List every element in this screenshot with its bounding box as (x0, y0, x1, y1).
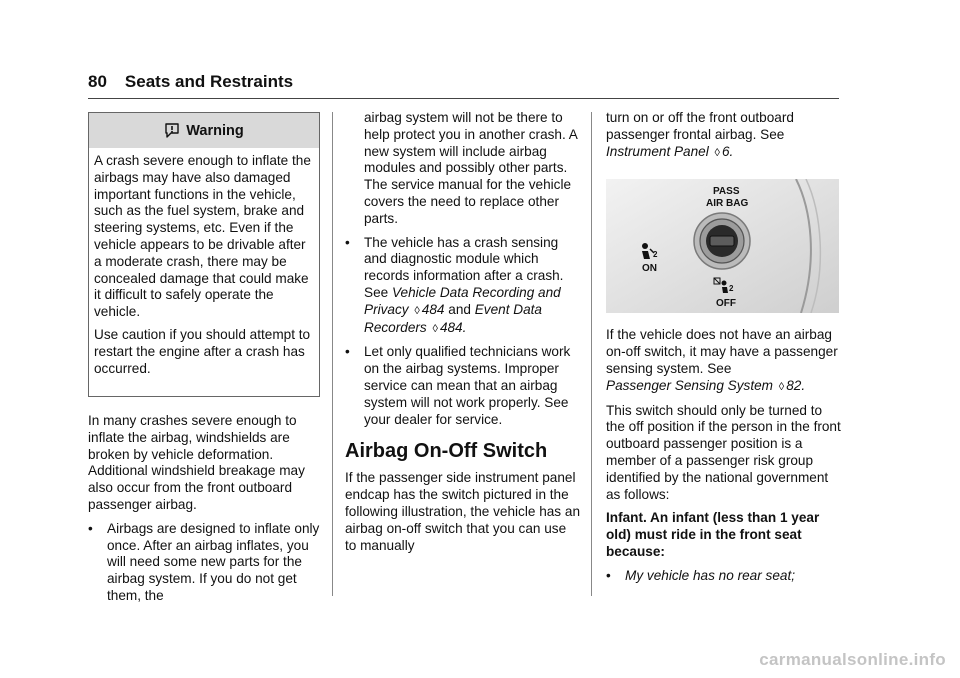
page-ref-82[interactable]: 82 (786, 377, 802, 393)
paragraph-text: turn on or off the front outboard passenger frontal airbag. See (606, 110, 794, 142)
page-number: 80 (88, 72, 107, 91)
airbag-switch-drawing (606, 179, 839, 313)
bullet-crash-sensing: • The vehicle has a crash sensing and diagnostic module which records information after a crash. See Vehicle Data Recording and Privacy ◊ 484 and Event Data Recorders ◊ 484. (345, 234, 564, 335)
bullet-text: Airbags are designed to inflate only once. After an airbag inflates, you will need some new parts for the airbag system. If you do not get them, the (107, 520, 320, 603)
column-3 (606, 110, 841, 592)
airbag-switch-illustration (606, 179, 839, 313)
warning-box (88, 112, 320, 397)
section-heading: Airbag On-Off Switch (345, 440, 548, 463)
column-2 (345, 110, 580, 561)
page-ref-icon: ◊ (778, 380, 785, 393)
page-ref-484-b[interactable]: 484 (439, 319, 463, 335)
page-ref-icon: ◊ (414, 304, 420, 317)
label-on: ON (642, 263, 657, 275)
bullet-marker: • (88, 520, 93, 536)
warning-paragraph-1: A crash severe enough to inflate the airbags may have also damaged important functions in the vehicle, such as the fuel system, brake and steering systems, etc. Even if the vehicle appears to be drivable after a moderate crash, there may be concealed damage that could make it difficult to safely operate the vehicle. (94, 153, 311, 320)
column-divider-2 (591, 112, 592, 596)
svg-text:2: 2 (729, 284, 734, 294)
bullet-text: Let only qualified technicians work on the airbag systems. Improper service can mean that an airbag system will not work properly. See your dealer for service. (364, 344, 571, 427)
page-ref-484[interactable]: 484 (421, 301, 445, 317)
warning-icon (164, 123, 180, 138)
label-air-bag: AIR BAG (706, 198, 749, 210)
bullet-continuation: airbag system will not be there to help protect you in another crash. A new system will include airbag modules and possibly other parts. The service manual for the vehicle covers the need to replace other parts. (364, 110, 578, 226)
column-divider-1 (332, 112, 333, 596)
bullet-airbags-inflate-once (88, 521, 320, 605)
warning-title: Warning (186, 122, 244, 139)
link-vehicle-data-recording[interactable]: Vehicle Data Recording and Privacy (364, 284, 561, 317)
svg-text:2: 2 (653, 250, 658, 260)
page-ref-6[interactable]: 6 (721, 143, 730, 159)
switch-off-paragraph: This switch should only be turned to the off position if the person in the front outboard passenger position is a member of a passenger risk group identified by the national government as follows: (606, 402, 841, 502)
watermark: carmanualsonline.info (759, 650, 946, 669)
link-event-data-recorders[interactable]: Event Data Recorders (364, 301, 542, 335)
column-1 (88, 413, 320, 612)
label-off: OFF (716, 298, 736, 310)
warning-header (89, 113, 319, 148)
bullet-and: and (448, 301, 471, 317)
switch-paragraph: If the passenger side instrument panel endcap has the switch pictured in the following illustration, the vehicle has an airbag on-off switch that you can use to manually (345, 470, 581, 553)
bullet-no-rear-seat (606, 568, 841, 585)
bullet-marker: • (345, 344, 350, 360)
infant-paragraph: Infant. An infant (less than 1 year old) must ride in the front seat because: (606, 510, 820, 559)
link-instrument-panel[interactable]: Instrument Panel (606, 143, 709, 159)
bullet-marker: • (606, 567, 611, 583)
bullet-text: The vehicle has a crash sensing and diagnostic module which records information after a crash. See (364, 234, 564, 300)
instrument-panel-paragraph: turn on or off the front outboard passenger frontal airbag. See Instrument Panel ◊ 6. (606, 110, 794, 159)
bullet-qualified-technicians (345, 344, 580, 428)
section-title: Seats and Restraints (124, 72, 294, 91)
warning-body (94, 153, 316, 383)
warning-paragraph-2: Use caution if you should attempt to restart the engine after a crash has occurred. (94, 326, 311, 376)
paragraph-text: If the vehicle does not have an airbag on-off switch, it may have a passenger sensing system. See (606, 327, 838, 376)
header-rule (88, 98, 839, 99)
page-header (88, 72, 293, 92)
link-passenger-sensing-system[interactable]: Passenger Sensing System (606, 377, 773, 393)
page-ref-icon: ◊ (714, 146, 720, 159)
windshield-paragraph: In many crashes severe enough to inflate the airbag, windshields are broken by vehicle deformation. Additional windshield breakage may also occur from the front outboard passenger airbag. (88, 413, 305, 512)
bullet-marker: • (345, 234, 350, 250)
bullet-text: My vehicle has no rear seat; (625, 567, 796, 583)
label-pass: PASS (713, 186, 740, 198)
page-ref-icon: ◊ (432, 322, 438, 335)
passenger-sensing-paragraph: If the vehicle does not have an airbag on-off switch, it may have a passenger sensing system. See Passenger Sensing System ◊ 82. (606, 327, 838, 393)
